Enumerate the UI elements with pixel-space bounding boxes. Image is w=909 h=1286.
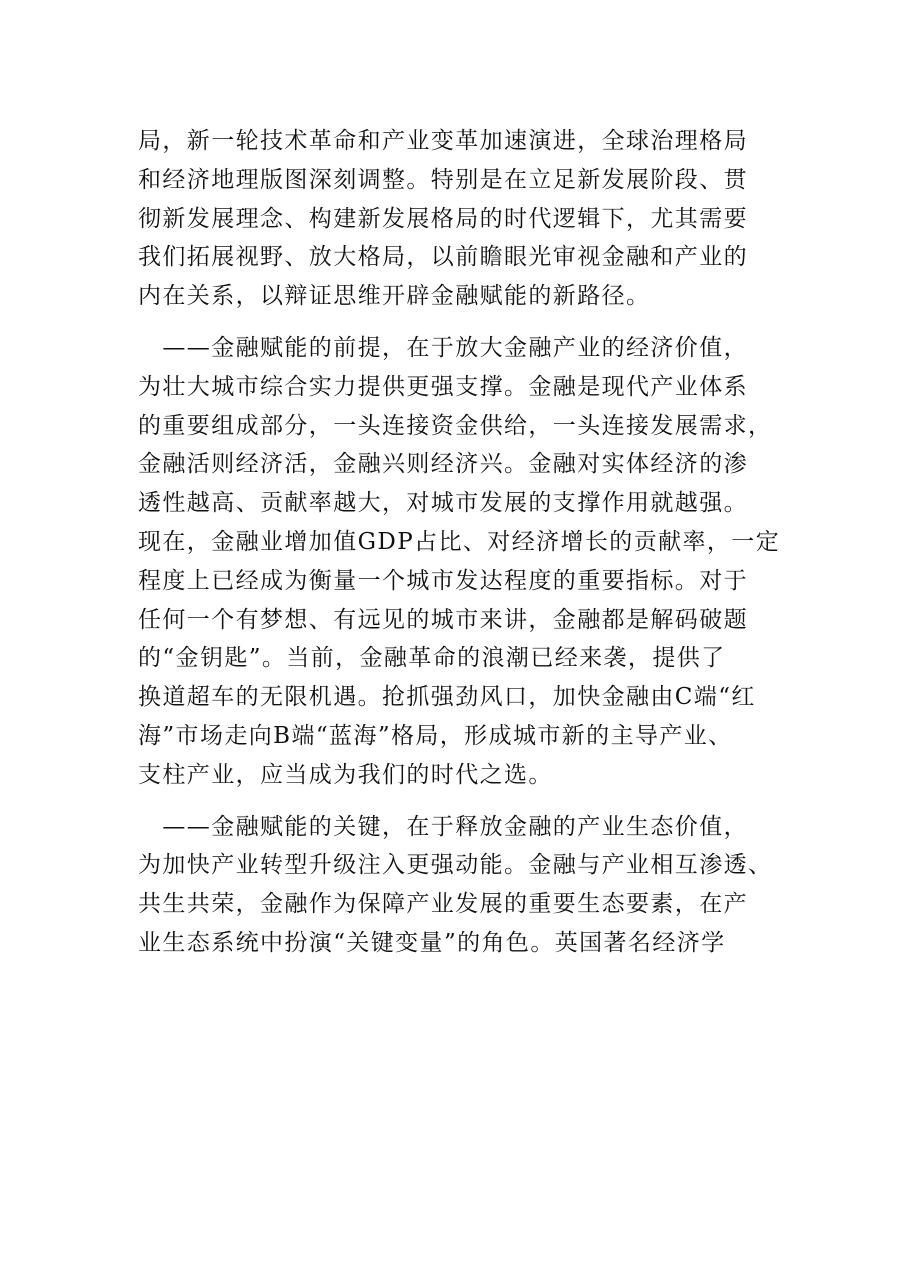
text-line: 任何一个有梦想、有远见的城市来讲，金融都是解码破题 — [138, 606, 748, 633]
text-line: 和经济地理版图深刻调整。特别是在立足新发展阶段、贯 — [138, 166, 748, 193]
text-line: 我们拓展视野、放大格局，以前瞻眼光审视金融和产业的 — [138, 244, 748, 271]
paragraph-1 — [138, 122, 778, 316]
text-line: 现在，金融业增加值GDP占比、对经济增长的贡献率，一定 — [138, 528, 781, 555]
text-line: 的“金钥匙”。当前，金融革命的浪潮已经来袭，提供了 — [138, 645, 726, 672]
text-line: 透性越高、贡献率越大，对城市发展的支撑作用就越强。 — [138, 490, 748, 517]
body-text — [138, 122, 781, 976]
text-line: 海”市场走向B端“蓝海”格局，形成城市新的主导产业、 — [138, 722, 733, 749]
text-line: 程度上已经成为衡量一个城市发达程度的重要指标。对于 — [138, 567, 748, 594]
paragraph-3 — [138, 808, 778, 963]
text-line: 的重要组成部分，一头连接资金供给，一头连接发展需求， — [138, 412, 773, 439]
text-line: 彻新发展理念、构建新发展格局的时代逻辑下，尤其需要 — [138, 205, 748, 232]
text-line: ——金融赋能的前提，在于放大金融产业的经济价值， — [138, 334, 748, 361]
text-line: 换道超车的无限机遇。抢抓强劲风口，加快金融由C端“红 — [138, 684, 756, 711]
text-line: ——金融赋能的关键，在于释放金融的产业生态价值， — [138, 813, 748, 840]
text-line: 为壮大城市综合实力提供更强支撑。金融是现代产业体系 — [138, 373, 748, 400]
paragraph-2 — [138, 329, 781, 795]
text-line: 业生态系统中扮演“关键变量”的角色。英国著名经济学 — [138, 929, 726, 956]
text-line: 局，新一轮技术革命和产业变革加速演进，全球治理格局 — [138, 128, 748, 154]
text-line: 支柱产业，应当成为我们的时代之选。 — [138, 761, 553, 788]
text-line: 内在关系，以辩证思维开辟金融赋能的新路径。 — [138, 283, 651, 310]
text-line: 共生共荣，金融作为保障产业发展的重要生态要素，在产 — [138, 891, 748, 918]
text-line: 为加快产业转型升级注入更强动能。金融与产业相互渗透、 — [138, 852, 773, 879]
text-line: 金融活则经济活，金融兴则经济兴。金融对实体经济的渗 — [138, 451, 748, 478]
